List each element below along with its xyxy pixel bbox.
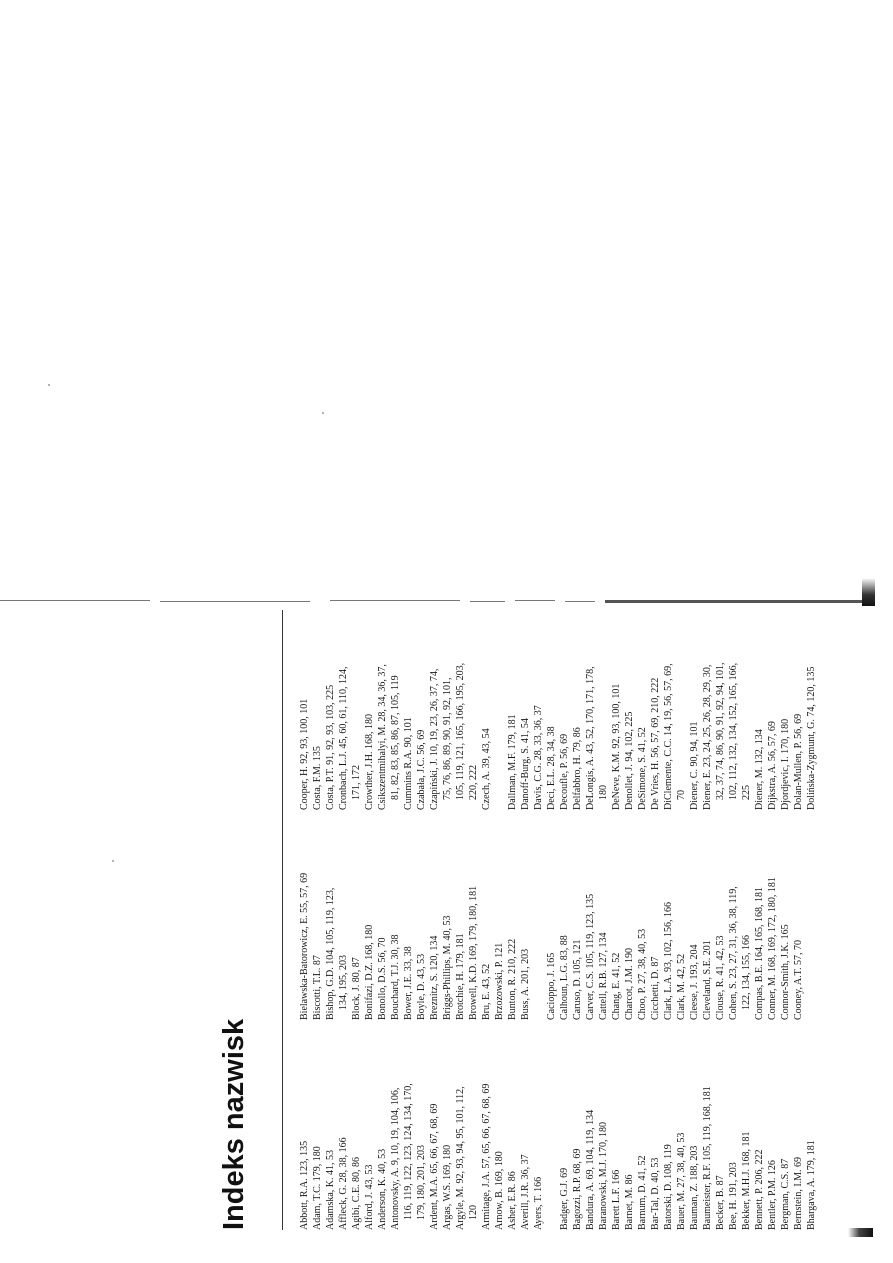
index-entry: Armitage, J.A. 57, 65, 66, 67, 68, 69 bbox=[481, 1083, 492, 1230]
index-entry: Bergman, C.S. 87 bbox=[780, 1158, 791, 1230]
index-entry: Czabała, J.C. 56, 69 bbox=[416, 729, 427, 810]
scan-corner-mark bbox=[848, 1228, 873, 1237]
index-entry: Block, J. 80, 87 bbox=[351, 957, 362, 1020]
scan-speck bbox=[48, 384, 50, 386]
index-entry: Ayers, T. 166 bbox=[533, 1176, 544, 1230]
index-entry: Bar-Tal, D. 40, 53 bbox=[650, 1157, 661, 1230]
index-entry: Cattell, R.B. 127, 134 bbox=[598, 932, 609, 1020]
index-entry: Cleveland, S.E. 201 bbox=[702, 940, 713, 1020]
index-entry: Badger, G.J. 69 bbox=[559, 1167, 570, 1230]
index-entry: Baranowski, M.J. 170, 180 bbox=[598, 1121, 609, 1230]
index-entry: Arnow, B. 169, 180 bbox=[494, 1151, 505, 1230]
index-entry: Cooney, A.T. 57, 70 bbox=[793, 940, 804, 1020]
scan-speck bbox=[112, 860, 114, 862]
index-entry: Boyle, D. 43, 53 bbox=[416, 953, 427, 1020]
index-entry: Bishop, G.D. 104, 105, 119, 123, 134, 195, 203 bbox=[325, 887, 349, 1020]
index-entry: Bielawska-Batorowicz, E. 55, 57, 69 bbox=[299, 872, 310, 1020]
index-entry: Antonovsky, A. 9, 10, 19, 104, 106, 116, 119, 122, 123, 124, 134, 170, 179, 180, 201, 203 bbox=[390, 1083, 427, 1230]
index-entry: Adam, T.C. 179, 180 bbox=[312, 1146, 323, 1230]
index-entry: DeSimone, S. 41, 52 bbox=[637, 727, 648, 810]
index-entry: Denollet, J. 94, 102, 225 bbox=[624, 711, 635, 810]
index-entry: Charcot, J.M. 190 bbox=[624, 948, 635, 1020]
index-entry: Bhargava, A. 179, 181 bbox=[806, 1140, 817, 1230]
index-entry: Connor-Smith, J.K. 165 bbox=[780, 924, 791, 1020]
index-entry: Adamska, K. 41, 53 bbox=[325, 1150, 336, 1230]
index-entry: De Vries, H. 56, 57, 69, 210, 222 bbox=[650, 677, 661, 810]
index-column-1 bbox=[298, 1080, 818, 1230]
index-entry: Dolan-Mullen, P. 56, 69 bbox=[793, 713, 804, 810]
index-entry: Alford, J. 43, 53 bbox=[364, 1164, 375, 1230]
index-entry: Cummins R.A. 90, 101 bbox=[403, 717, 414, 810]
index-entry: Bekker, M.H.J. 168, 181 bbox=[741, 1131, 752, 1230]
index-entry: Crowther, J.H. 168, 180 bbox=[364, 714, 375, 810]
index-entry: Agibi, C.E. 80, 86 bbox=[351, 1156, 362, 1230]
index-entry: Buss, A. 201, 203 bbox=[520, 948, 531, 1020]
index-entry: Costa, P.T. 91, 92, 93, 103, 225 bbox=[325, 684, 336, 810]
index-entry: Danoff-Burg, S. 41, 54 bbox=[520, 718, 531, 810]
index-entry: Czapiński, J. 10, 19, 23, 26, 37, 74, 75, 76, 86, 89, 90, 91, 92, 101, 105, 119, 121, 165, 166, 195, 203, 220, 222 bbox=[429, 662, 479, 810]
index-entry: Compas, B.E. 164, 165, 168, 181 bbox=[754, 886, 765, 1020]
index-entry: Bauer, M. 27, 38, 40, 53 bbox=[676, 1132, 687, 1230]
index-entry: Baumeister, R.F. 105, 119, 168, 181 bbox=[702, 1086, 713, 1230]
index-entry: DeLongis, A. 43, 52, 170, 171, 178, 180 bbox=[585, 666, 609, 810]
index-entry: Bunton, R. 210, 222 bbox=[507, 938, 518, 1020]
index-entry: Bagozzi, R.P. 68, 69 bbox=[572, 1148, 583, 1230]
index-entry: Asher, E.R. 86 bbox=[507, 1171, 518, 1230]
index-entry: Conner, M. 168, 169, 172, 180, 181 bbox=[767, 877, 778, 1020]
index-entry: DeNeve, K.M. 92, 93, 100, 101 bbox=[611, 683, 622, 810]
index-entry: Cronbach, L.J. 45, 60, 61, 110, 124, 171, 172 bbox=[338, 666, 362, 810]
index-entry: Costa, F.M. 135 bbox=[312, 746, 323, 810]
index-entry: Csikszentmihalyi, M. 28, 34, 36, 37, 81, 82, 83, 85, 86, 87, 105, 119 bbox=[377, 664, 401, 810]
index-entry: Brotchie, H. 179, 181 bbox=[455, 933, 466, 1020]
index-entry: Cacioppo, J. 165 bbox=[546, 952, 557, 1020]
index-entry: Barnet, M. 86 bbox=[624, 1174, 635, 1230]
index-entry: Djordjevic, I. 170, 180 bbox=[780, 718, 791, 810]
index-entry: Bernstein, I.M. 69 bbox=[793, 1156, 804, 1230]
index-entry: Bee, H. 191, 203 bbox=[728, 1162, 739, 1230]
letter-gap bbox=[532, 870, 545, 1020]
index-entry: Bauman, Z. 188, 203 bbox=[689, 1145, 700, 1230]
index-entry: Czech, A. 39, 43, 54 bbox=[481, 728, 492, 810]
index-entry: Becker, B. 87 bbox=[715, 1175, 726, 1230]
index-entry: Choo, P. 27, 38, 40, 53 bbox=[637, 928, 648, 1020]
index-entry: Briggs-Phillips, M. 40, 53 bbox=[442, 915, 453, 1020]
index-entry: Cooper, H. 92, 93, 100, 101 bbox=[299, 698, 310, 810]
index-entry: Argas, W.S. 169, 180 bbox=[442, 1144, 453, 1230]
index-entry: Clark, M. 42, 52 bbox=[676, 953, 687, 1020]
scan-edge-mark bbox=[862, 578, 875, 606]
index-entry: Anderson, K. 40, 53 bbox=[377, 1148, 388, 1230]
index-entry: Dolińska-Zygmunt, G. 74, 120, 135 bbox=[806, 666, 817, 810]
index-entry: Affleck, G. 28, 38, 166 bbox=[338, 1137, 349, 1230]
index-entry: Cohen, S. 23, 27, 31, 36, 38, 119, 122, 134, 155, 166 bbox=[728, 886, 752, 1020]
index-entry: Breznitz, S. 120, 134 bbox=[429, 935, 440, 1020]
index-entry: Bonifazi, D.Z. 168, 180 bbox=[364, 924, 375, 1020]
index-entry: DiClemente, C.C. 14, 19, 56, 57, 69, 70 bbox=[663, 663, 687, 810]
index-entry: Bandura, A. 69, 104, 119, 134 bbox=[585, 1109, 596, 1230]
index-entry: Bonollo, D.S. 56, 70 bbox=[377, 937, 388, 1020]
scan-speck bbox=[322, 412, 324, 414]
index-entry: Clark, L.A. 93, 102, 156, 166 bbox=[663, 901, 674, 1020]
index-entry: Chang, E. 41, 52 bbox=[611, 952, 622, 1020]
index-entry: Calhoun, L.G. 83, 88 bbox=[559, 935, 570, 1020]
index-entry: Decoufle, P. 56, 69 bbox=[559, 733, 570, 810]
index-entry: Ardent, M.A. 65, 66, 67, 68, 69 bbox=[429, 1103, 440, 1230]
index-entry: Cicchetti, D. 87 bbox=[650, 956, 661, 1020]
index-entry: Clouse, R. 41, 42, 53 bbox=[715, 935, 726, 1020]
index-entry: Browell, K.D. 169, 179, 180, 181 bbox=[468, 885, 479, 1020]
index-entry: Barett L.F. 166 bbox=[611, 1169, 622, 1230]
index-entry: Deci, E.L. 28, 34, 38 bbox=[546, 726, 557, 810]
index-entry: Bower, J.E. 33, 38 bbox=[403, 946, 414, 1020]
index-entry: Diener, C. 90, 94, 101 bbox=[689, 721, 700, 810]
index-entry: Dallman, M.F. 179, 181 bbox=[507, 714, 518, 810]
index-entry: Barnum, D. 41, 52 bbox=[637, 1155, 648, 1230]
index-entry: Bentler, P.M. 126 bbox=[767, 1160, 778, 1230]
index-column-3 bbox=[298, 660, 818, 810]
index-entry: Averill, J.R. 36, 37 bbox=[520, 1154, 531, 1230]
page-title: Indeks nazwisk bbox=[218, 1018, 250, 1230]
index-entry: Biscotti, T.L. 87 bbox=[312, 955, 323, 1020]
index-page bbox=[218, 610, 817, 1230]
index-entry: Abbott, R.A. 123, 135 bbox=[299, 1140, 310, 1230]
index-entry: Davis, C.G. 28, 33, 36, 37 bbox=[533, 705, 544, 810]
index-entry: Cleese, J. 193, 204 bbox=[689, 944, 700, 1020]
index-column-2 bbox=[298, 870, 805, 1020]
scan-edge-line bbox=[0, 595, 893, 605]
index-entry: Caruso, D. 105, 121 bbox=[572, 939, 583, 1020]
index-entry: Dijkstra, A. 56, 57, 69 bbox=[767, 721, 778, 810]
index-entry: Carver, C.S. 105, 119, 123, 135 bbox=[585, 893, 596, 1020]
index-entry: Bru, E. 43, 52 bbox=[481, 963, 492, 1020]
index-entry: Delfabbro, H. 79, 86 bbox=[572, 727, 583, 810]
letter-gap bbox=[493, 660, 506, 810]
index-entry: Bouchard, T.J. 30, 38 bbox=[390, 934, 401, 1020]
index-entry: Argyle, M. 92, 93, 94, 95, 101, 112, 120 bbox=[455, 1086, 479, 1230]
letter-gap bbox=[545, 1080, 558, 1230]
title-rule bbox=[282, 610, 283, 1230]
index-entry: Diener, M. 132, 134 bbox=[754, 729, 765, 810]
index-entry: Brzozowski, P. 121 bbox=[494, 942, 505, 1020]
index-entry: Diener, E. 23, 24, 25, 26, 28, 29, 30, 32, 37, 74, 86, 90, 91, 92, 94, 101, 102, 112, 132, 134, 152, 165, 166, 225 bbox=[702, 662, 752, 810]
index-entry: Batorski, D. 108, 119 bbox=[663, 1144, 674, 1230]
index-entry: Bennett, P. 206, 222 bbox=[754, 1149, 765, 1230]
